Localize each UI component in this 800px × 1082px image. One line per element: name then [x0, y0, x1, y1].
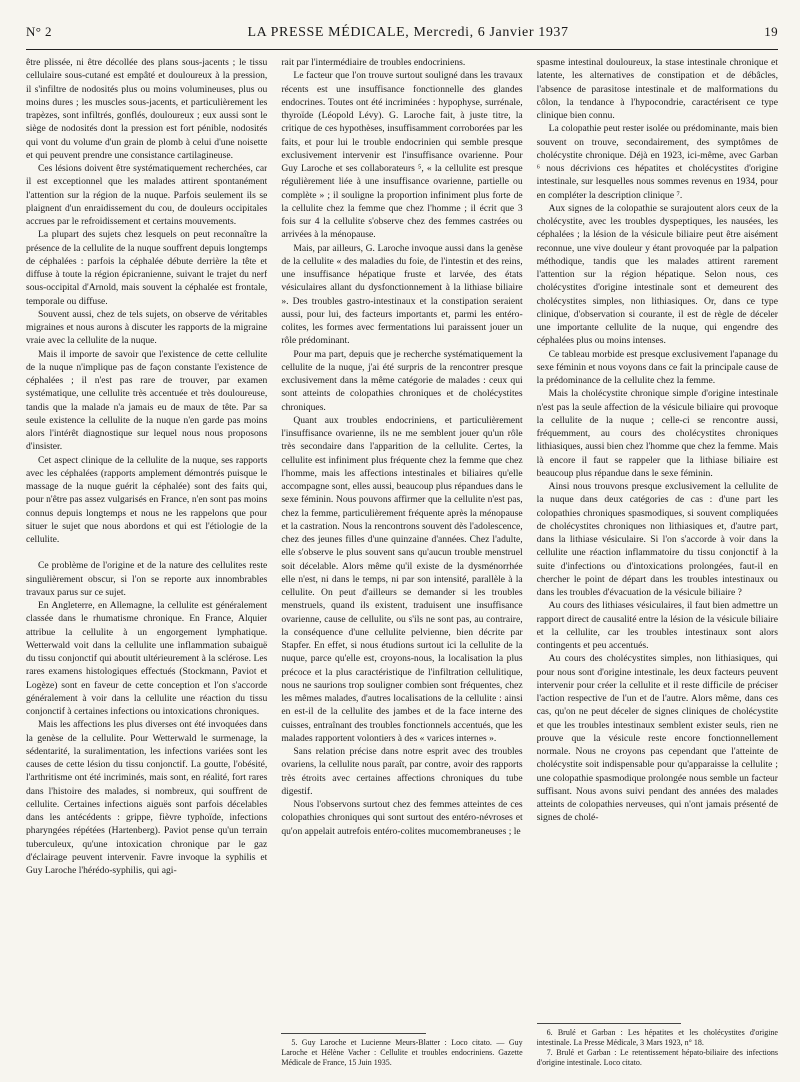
issue-number: N° 2 [26, 24, 52, 39]
article-columns [26, 56, 778, 1068]
footnote: 7. Brulé et Garban : Le retentissement hépato-biliaire des infections d'origine intestinale. Loco citato. [536, 1048, 778, 1067]
paragraph: En Angleterre, en Allemagne, la cellulite est généralement classée dans le rhumatisme chronique. En France, Alquier attribue la cellulite à un engorgement lymphatique. Wetterwald voit dans la cellulite une inflammation subaiguë du tissu conjonctif qui aboutit ultérieurement à la sclérose. Les rares examens histologiques effectués (Stockmann, Paviot et Logèze) sont en faveur de cette conception et l'on s'accorde généralement à voir dans la cellulite une réaction du tissu conjonctif à certaines infections ou intoxications chroniques. [26, 600, 268, 717]
journal-title-date: LA PRESSE MÉDICALE, Mercredi, 6 Janvier 1937 [247, 25, 569, 40]
paragraph: La colopathie peut rester isolée ou prédominante, mais bien souvent on trouve, secondairement, des symptômes de cholécystite chronique. Déjà en 1923, ici-même, avec Garban ⁶ nous décrivions ces hépatites et cholécystites d'origine intestinale, sur lesquelles nous sommes revenus en 1934, pour en compléter la description clinique ⁷. [536, 123, 778, 201]
paragraph: Mais la cholécystite chronique simple d'origine intestinale n'est pas la seule affection de la vésicule biliaire qui provoque la cellulite de la nuque ; celle-ci se rencontre aussi, fréquemment, au cours des cholécystites chroniques lithiasiques, aussi bien chez l'homme que chez la femme. Mais là encore il faut se rappeler que la lithiase biliaire est beaucoup plus répandue dans le sexe féminin. [536, 388, 778, 479]
footnote-rule [281, 1033, 426, 1034]
paragraph: être plissée, ni être décollée des plans sous-jacents ; le tissu cellulaire sous-cutané est empâté et douloureux à la pression, il s'infiltre de nodosités plus ou moins volumineuses, plus ou moins dures ; les muscles sous-jacents, et particulièrement les trapèzes, sont infiltrés, gonflés, douloureux ; eux aussi sont le siège de nodosités dont la pression est fort pénible, nodosités qui vont du volume d'un grain de plomb à celui d'une noisette et qui peuvent prendre une consistance cartilagineuse. [26, 57, 268, 161]
paragraph: rait par l'intermédiaire de troubles endocriniens. [281, 57, 466, 68]
paragraph: Au cours des cholécystites simples, non lithiasiques, qui pour nous sont d'origine intestinale, les deux facteurs peuvent intervenir pour créer la cellulite et il reste difficile de préciser l'action respective de l'un et de l'autre. Alors même, dans ces cas, qu'on ne peut déceler de signes cliniques de cholécystite et que les troubles intestinaux semblent exister seuls, rien ne prouve que la vésicule reste encore fonctionnellement normale. Nous ne croyons pas cependant que l'atteinte de cholécystite soit indispensable pour qu'apparaisse la cellulite ; une colopathie spasmodique prolongée nous semble un facteur suffisant. Nous avons suivi pendant des années des malades atteints de colopathies nerveuses, qui n'ont jamais présenté de signes de cholé- [536, 653, 778, 824]
page-header [26, 24, 778, 46]
paragraph: Ainsi nous trouvons presque exclusivement la cellulite de la nuque dans deux catégories de cas : d'une part les colopathies chroniques spasmodiques, si souvent compliquées de cholécystites chroniques non lithiasiques et, d'autre part, dans la lithiase vésiculaire. Si l'on s'accorde à voir dans la cellulite une réaction inflammatoire du tissu conjonctif à la suite d'infections ou d'intoxications prolongées, faut-il en chercher le point de départ dans les troubles intestinaux ou dans les troubles d'évacuation de la vésicule biliaire ? [536, 481, 778, 598]
footnotes [537, 1023, 778, 1068]
paragraph: Quant aux troubles endocriniens, et particulièrement l'insuffisance ovarienne, ils ne me semblent jouer qu'un rôle très secondaire dans l'apparition de la cellulite. Certes, la cellulite est infiniment plus fréquente chez la femme que chez l'homme, mais les affections intestinales et biliaires qu'elle accompagne sont, elles aussi, beaucoup plus répandues dans le sexe féminin. Nous pouvons affirmer que la cellulite n'est pas, chez la femme, particulièrement fréquente après la ménopause et la castration. Nous la rencontrons souvent dès l'adolescence, chez des jeunes filles d'une quinzaine d'années. Chez l'adulte, elle s'observe le plus souvent sans qu'aucun trouble menstruel soit décelable. Alors même qu'il existe de la dysménorrhée elle n'est, ni dans le temps, ni par son intensité, parallèle à la cellulite. On peut d'ailleurs se demander si les troubles menstruels, quand ils existent, traduisent une insuffisance ovarienne, cause de cellulite, ou s'ils ne sont pas, au contraire, la conséquence d'une cellulite pelvienne, bien décrite par Stapfer. En effet, si nous étudions surtout ici la cellulite de la nuque, parce qu'elle est, croyons-nous, la localisation la plus précoce et la plus caractéristique de l'infiltration cellulitique, nous ne saurions trop souligner combien sont fréquentes, chez les mêmes malades, d'autres localisations de la cellulite : ainsi en est-il de la cellulite des jambes et de la face interne des cuisses, entraînant des troubles fonctionnels accentués, que les malades rapportent volontiers à des « varices internes ». [281, 414, 523, 744]
paragraph: La plupart des sujets chez lesquels on peut reconnaître la présence de la cellulite de la nuque souffrent depuis longtemps de céphalées : parfois la céphalée débute derrière la tête et diffuse à toute la région épicranienne, suivant le trajet du nerf sous-occipital d'Arnold, mais souvent la céphalée est frontale, temporale ou diffuse. [26, 229, 268, 307]
paragraph: Aux signes de la colopathie se surajoutent alors ceux de la cholécystite, avec les troubles dyspeptiques, les nausées, les céphalées ; la lésion de la vésicule biliaire peut être aisément reconnue, une vive douleur y étant provoquée par la palpation méthodique, tandis que les malades attirent rarement l'attention sur la région hépatique. Selon nous, ces cholécystites d'origine intestinale sont et demeurent des cholécystites simples, non lithiasiques. Or, dans ce type clinique, d'observation si courante, il est de règle de déceler une importante cellulite de la nuque, qui engendre des céphalées plus ou moins intenses. [536, 202, 778, 347]
paragraph: Ce tableau morbide est presque exclusivement l'apanage du sexe féminin et nous voyons dans ce fait la principale cause de la prédominance de la cellulite chez la femme. [536, 348, 778, 386]
column-3 [537, 56, 778, 1068]
footnotes [281, 1033, 522, 1068]
paragraph: Au cours des lithiases vésiculaires, il faut bien admettre un rapport direct de causalité entre la lésion de la vésicule biliaire et la cellulite, car les troubles intestinaux sont alors contingents et peu accentués. [536, 600, 778, 651]
header-rule [26, 49, 778, 50]
paragraph: Mais les affections les plus diverses ont été invoquées dans la genèse de la cellulite. Pour Wetterwald le surmenage, la sédentarité, la suralimentation, les infections variées sont les causes de cette lésion du tissu conjonctif. La goutte, l'obésité, l'arthritisme ont été incriminés, mais sont, en réalité, fort rares dans l'histoire des malades, si nombreux, qui souffrent de cellulite. Certaines infections aiguës sont parfois décelables dans les antécédents : grippe, fièvre typhoïde, infections pharyngées répétées (Hartenberg). Paviot pense qu'un terrain tuberculeux, qu'une intoxication chronique par le gaz d'éclairage peuvent intervenir. Favre invoque la syphilis et Guy Laroche l'hérédo-syphilis, qui agi- [26, 719, 268, 876]
paragraph: Mais il importe de savoir que l'existence de cette cellulite de la nuque n'implique pas de façon constante l'existence de céphalées ; il n'est pas rare de trouver, par examen systématique, une cellulite très accentuée et très douloureuse, tandis que la malade n'a jamais eu de maux de tête. Par sa seule existence la cellulite de la nuque n'en garde pas moins alors l'intérêt diagnostique sur lequel nous nous proposons d'insister. [26, 348, 268, 453]
paragraph: Ce problème de l'origine et de la nature des cellulites reste singulièrement obscur, si l'on se reporte aux innombrables travaux parus sur ce sujet. [26, 560, 268, 598]
paragraph: Ces lésions doivent être systématiquement recherchées, car il est exceptionnel que les malades attirent spontanément l'attention sur la région de la nuque. Parfois seulement ils se plaignent d'un enraidissement du cou, de douleurs occipitales accrues par le refroidissement et certains mouvements. [26, 163, 268, 227]
paragraph: Le facteur que l'on trouve surtout souligné dans les travaux récents est une insuffisance fonctionnelle des glandes endocrines. Toutes ont été incriminées : hypophyse, surrénale, thyroïde (Léopold Lévy). G. Laroche fait, à juste titre, la critique de ces hypothèses, insuffisamment corroborées par les faits, et pour lui le trouble endocrinien qui semble presque exclusivement intervenir est l'insuffisance ovarienne. Pour Guy Laroche et ses collaborateurs ⁵, « la cellulite est presque régulièrement liée à une insuffisance ovarienne, partielle ou complète » ; il souligne la proportion infiniment plus forte de la cellulite chez la femme que chez l'homme ; il écrit que 3 fois sur 4 la cellulite s'observe chez des femmes castrées ou arrivées à la ménopause. [281, 70, 523, 241]
paragraph: Nous l'observons surtout chez des femmes atteintes de ces colopathies chroniques qui sont surtout des entéro-névroses et qu'on appelait autrefois entéro-colites mucomembraneuses ; le [281, 799, 523, 837]
column-1 [26, 56, 267, 1068]
paragraph: Pour ma part, depuis que je recherche systématiquement la cellulite de la nuque, j'ai été surpris de la rencontrer presque exclusivement dans la même catégorie de malades : ceux qui sont atteints de colopathies chroniques et de cholécystites chroniques. [281, 348, 523, 413]
column-2 [281, 56, 522, 1068]
page-number: 19 [764, 24, 778, 39]
paragraph: spasme intestinal douloureux, la stase intestinale chronique et latente, les alternatives de constipation et de débâcles, l'absence de parasitose intestinale et de malformations du côlon, la tendance à l'hypocondrie, caractérisent ce type clinique bien connu. [536, 57, 778, 121]
paragraph: Souvent aussi, chez de tels sujets, on observe de véritables migraines et nous aurons à discuter les rapports de la migraine vraie avec la cellulite de la nuque. [26, 308, 268, 347]
paragraph: Cet aspect clinique de la cellulite de la nuque, ses rapports avec les céphalées (rapports amplement démontrés puisque le massage de la nuque guérit la céphalée) sont des faits qui, pour n'être pas assez vulgarisés en France, n'en sont pas moins connus depuis longtemps et nous ne les rappelons que pour situer le sujet que nous abordons et qui est l'étiologie de la cellulite. [26, 454, 268, 545]
footnote-rule [537, 1023, 682, 1024]
paragraph: Mais, par ailleurs, G. Laroche invoque aussi dans la genèse de la cellulite « des maladies du foie, de l'intestin et des reins, une insuffisance hépatique fruste et larvée, des états vésiculaires allant du dysfonctionnement à la lithiase biliaire ». Des troubles gastro-intestinaux et la constipation seraient aussi, pour lui, des facteurs importants et, parmi les entéro-colites, les formes avec fermentations lui paraissent jouer un rôle prédominant. [281, 242, 523, 347]
paragraph: Sans relation précise dans notre esprit avec des troubles ovariens, la cellulite nous paraît, par contre, avoir des rapports très étroits avec certaines affections chroniques du tube digestif. [281, 746, 523, 797]
footnote: 5. Guy Laroche et Lucienne Meurs-Blatter : Loco citato. — Guy Laroche et Hélène Vacher : Cellulite et troubles endocriniens. Gazette Médicale de France, 15 Juin 1935. [281, 1038, 523, 1067]
footnote: 6. Brulé et Garban : Les hépatites et les cholécystites d'origine intestinale. La Presse Médicale, 3 Mars 1923, n° 18. [536, 1028, 778, 1047]
